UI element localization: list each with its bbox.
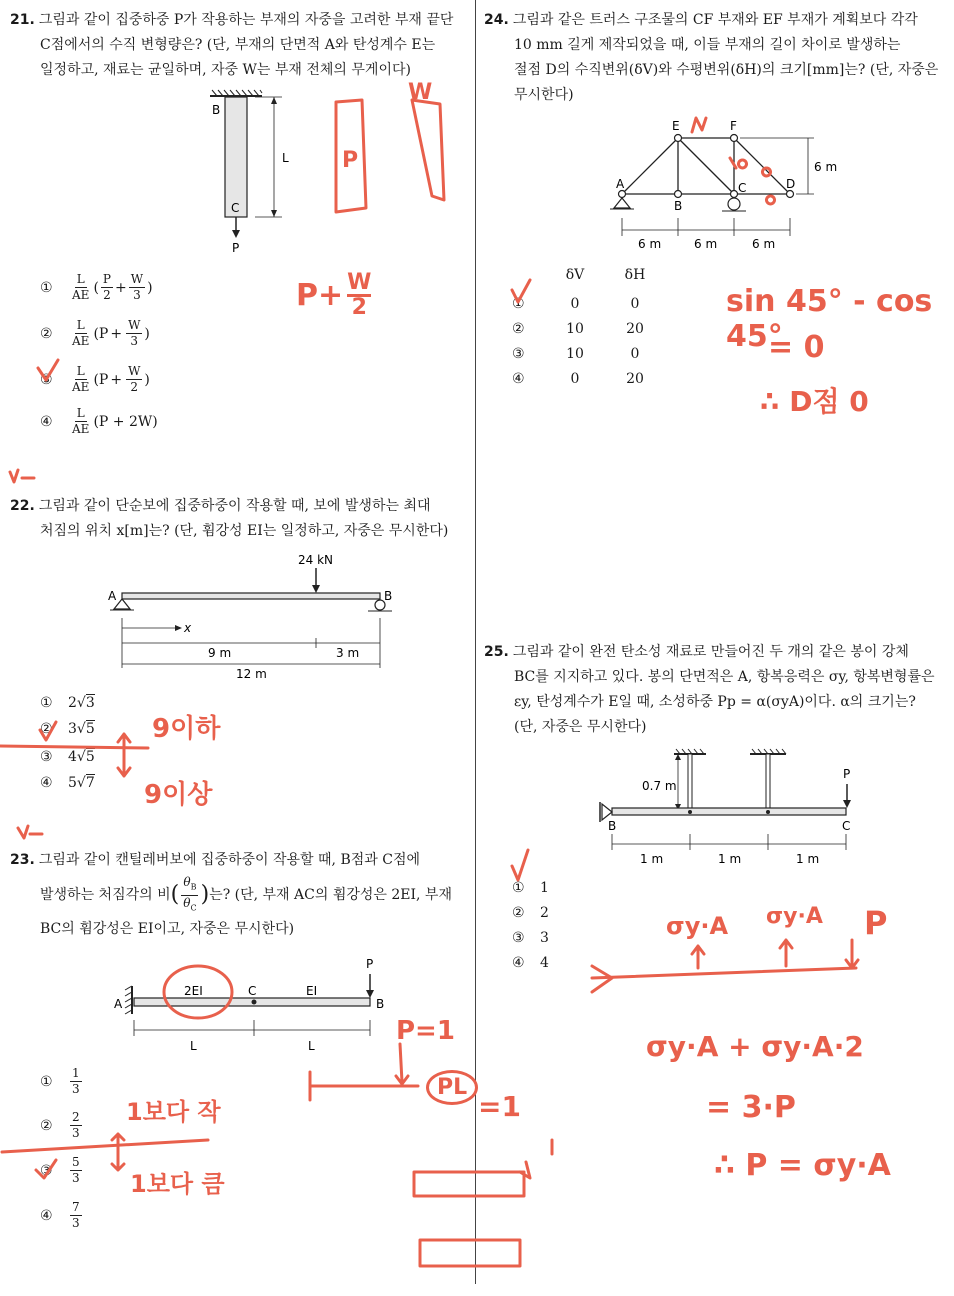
label-b: B — [376, 997, 385, 1011]
divider-23 — [2, 1140, 208, 1152]
dim-l1: L — [190, 1039, 197, 1053]
option-24-4[interactable]: ④ 0 20 — [512, 370, 644, 387]
option-21-2[interactable]: ② $\frac{L}{AE}$ (P + $\frac{W}{3}$ ) — [40, 318, 150, 348]
label-a: A — [108, 589, 117, 603]
option-23-2[interactable]: ② $\frac{2}{3}$ — [40, 1110, 80, 1140]
question-text: 10 mm 길게 제작되었을 때, 이들 부재의 길이 차이로 발생하는 — [514, 37, 901, 53]
label-a: A — [114, 997, 123, 1011]
node-a: A — [616, 177, 625, 191]
sketch-rect-2 — [420, 1240, 520, 1266]
check-25 — [512, 850, 528, 880]
hand-note-21: P+ $\frac{W}{2}$ — [296, 270, 372, 320]
question-number: 24. — [484, 12, 509, 28]
option-24-3[interactable]: ③ 10 0 — [512, 345, 640, 362]
question-number: 21. — [10, 12, 35, 28]
label-c: C — [231, 201, 240, 215]
node-c: C — [738, 181, 747, 195]
option-23-1[interactable]: ① $\frac{1}{3}$ — [40, 1066, 80, 1096]
header-dh: δH — [624, 266, 646, 283]
dim-2: 1 m — [718, 852, 742, 866]
option-22-3[interactable]: ③ 4 √ 5 — [40, 748, 95, 765]
question-text: 그림과 같이 캔틸레버보에 집중하중이 작용할 때, B점과 C점에 — [38, 852, 420, 868]
arrow-23 — [112, 1134, 124, 1170]
q22-figure — [100, 548, 410, 688]
option-24-2[interactable]: ② 10 20 — [512, 320, 644, 337]
option-25-4[interactable]: ④ 4 — [512, 955, 549, 971]
dim-1: 1 m — [640, 852, 664, 866]
node-e: E — [672, 119, 680, 133]
sketch-fbd-beam — [592, 968, 856, 978]
dim-h: 6 m — [814, 160, 838, 174]
question-text: 그림과 같이 집중하중 P가 작용하는 부재의 자중을 고려한 부재 끝단 — [38, 12, 454, 28]
hand-note-pl: PL — [426, 1070, 478, 1105]
hand-note-sin: sin 45° - cos 45° — [726, 284, 933, 354]
q24-answer-table — [512, 262, 660, 391]
label-c: C — [248, 984, 257, 998]
node-b: B — [674, 199, 683, 213]
label-p: P — [366, 957, 374, 971]
option-22-2[interactable]: ② 3 √ 5 — [40, 720, 95, 737]
option-22-1[interactable]: ① 2 √ 3 — [40, 694, 95, 711]
dim-9m: 9 m — [208, 646, 232, 660]
mark-23-label — [18, 826, 42, 838]
label-p: P — [843, 767, 851, 781]
hand-note-eq2b: = 3·P — [706, 1090, 796, 1125]
hand-note-eq2a: σy·A + σy·A·2 — [646, 1030, 864, 1063]
hand-note-below: 9이하 — [152, 714, 221, 744]
label-b: B — [384, 589, 393, 603]
sketch-rect-1 — [414, 1172, 524, 1196]
hand-note-small: 1보다 작 — [126, 1098, 221, 1126]
question-23: 23. 그림과 같이 캔틸레버보에 집중하중이 작용할 때, B점과 C점에 발생하는 처짐각의 비 ( $\frac{\theta_B}{\theta_C}$ ) 는? (단, 부재 AC의 휨강성은 2EI, 부재 BC의 휨강성은 EI이고, 자중은 무시한다) — [10, 848, 470, 942]
option-22-4[interactable]: ④ 5 √ 7 — [40, 774, 95, 791]
question-21 — [10, 8, 470, 83]
hand-note-eq1: =1 — [478, 1090, 521, 1123]
mark-22-label — [10, 470, 34, 482]
question-text: 그림과 같이 완전 탄소성 재료로 만들어진 두 개의 같은 봉이 강체 — [512, 644, 909, 660]
label-p: P — [232, 241, 240, 255]
question-text: 무시한다) — [514, 87, 574, 103]
hand-note-zero: = 0 — [768, 330, 825, 365]
q24-truss-figure — [604, 114, 844, 256]
question-number: 22. — [10, 498, 35, 514]
option-21-3[interactable]: ③ $\frac{L}{AE}$ (P + $\frac{W}{2}$ ) — [40, 364, 150, 394]
option-23-3[interactable]: ③ $\frac{5}{3}$ — [40, 1155, 80, 1185]
label-b: B — [608, 819, 617, 833]
question-24 — [484, 8, 942, 108]
dim-12m: 12 m — [236, 667, 267, 681]
option-21-1[interactable]: ① $\frac{L}{AE}$ ( $\frac{P}{2}$ + $\frac{W}{3}$ ) — [40, 272, 153, 302]
option-24-1[interactable]: ① 0 0 — [512, 295, 640, 312]
question-text: 처짐의 위치 x[m]는? (단, 휨강성 EI는 일정하고, 자중은 무시한다) — [40, 523, 449, 539]
dim-3: 1 m — [796, 852, 820, 866]
option-21-4[interactable]: ④ $\frac{L}{AE}$ (P + 2W) — [40, 406, 158, 436]
question-text: BC를 지지하고 있다. 봉의 단면적은 A, 항복응력은 σy, 항복변형률은 — [514, 669, 935, 685]
hand-note-eq2c: ∴ P = σy·A — [714, 1148, 891, 1183]
option-25-3[interactable]: ③ 3 — [512, 930, 549, 946]
question-number: 25. — [484, 644, 509, 660]
question-text: BC의 휨강성은 EI이고, 자중은 무시한다) — [40, 921, 295, 937]
hand-note-p1: P=1 — [396, 1016, 455, 1046]
question-text: 그림과 같은 트러스 구조물의 CF 부재와 EF 부재가 계획보다 각각 — [512, 12, 918, 28]
question-text: 그림과 같이 단순보에 집중하중이 작용할 때, 보에 발생하는 최대 — [38, 498, 431, 514]
question-text: C점에서의 수직 변형량은? (단, 부재의 단면적 A와 탄성계수 E는 — [40, 37, 436, 53]
dim-2: 6 m — [694, 237, 718, 251]
question-text: (단, 자중은 무시한다) — [514, 719, 647, 735]
load-label: 24 kN — [298, 553, 334, 567]
hand-note-force-p: P — [864, 904, 888, 942]
dim-3: 6 m — [752, 237, 776, 251]
hand-note-w: W — [408, 80, 433, 105]
option-23-4[interactable]: ④ $\frac{7}{3}$ — [40, 1200, 80, 1230]
label-2ei: 2EI — [184, 984, 203, 998]
hand-note-f1: σy·A — [666, 912, 729, 940]
question-22 — [10, 494, 470, 544]
node-f: F — [730, 119, 737, 133]
q25-figure — [590, 748, 870, 873]
hand-note-p: P — [342, 148, 359, 173]
node-d: D — [786, 177, 796, 191]
option-25-1[interactable]: ① 1 — [512, 880, 549, 896]
label-ei: EI — [306, 984, 318, 998]
header-dv: δV — [565, 266, 585, 283]
question-number: 23. — [10, 852, 35, 868]
dim-l2: L — [308, 1039, 315, 1053]
sketch-bar-w — [412, 100, 444, 200]
hand-note-f2: σy·A — [766, 904, 823, 929]
arrow-22 — [118, 734, 130, 776]
label-l: L — [282, 151, 289, 165]
label-x: x — [184, 621, 192, 635]
q23-figure — [108, 952, 408, 1062]
label-b: B — [212, 103, 221, 117]
hand-note-d: ∴ D점 0 — [760, 385, 869, 418]
question-text: 일정하고, 재료는 균일하며, 자중 W는 부재 전체의 무게이다) — [40, 62, 411, 78]
label-c: C — [842, 819, 851, 833]
question-text: εy, 탄성계수가 E일 때, 소성하중 Pp = α(σyA)이다. α의 크기는? — [514, 694, 916, 710]
hand-note-big: 1보다 큼 — [130, 1170, 225, 1198]
question-text: 절점 D의 수직변위(δV)와 수평변위(δH)의 크기[mm]는? (단, 자중은 — [514, 62, 939, 78]
question-25 — [484, 640, 942, 740]
dim-3m: 3 m — [336, 646, 360, 660]
hand-note-above: 9이상 — [144, 780, 213, 810]
q21-figure — [200, 88, 300, 258]
option-25-2[interactable]: ② 2 — [512, 905, 549, 921]
dim-h: 0.7 m — [642, 779, 677, 793]
dim-1: 6 m — [638, 237, 662, 251]
